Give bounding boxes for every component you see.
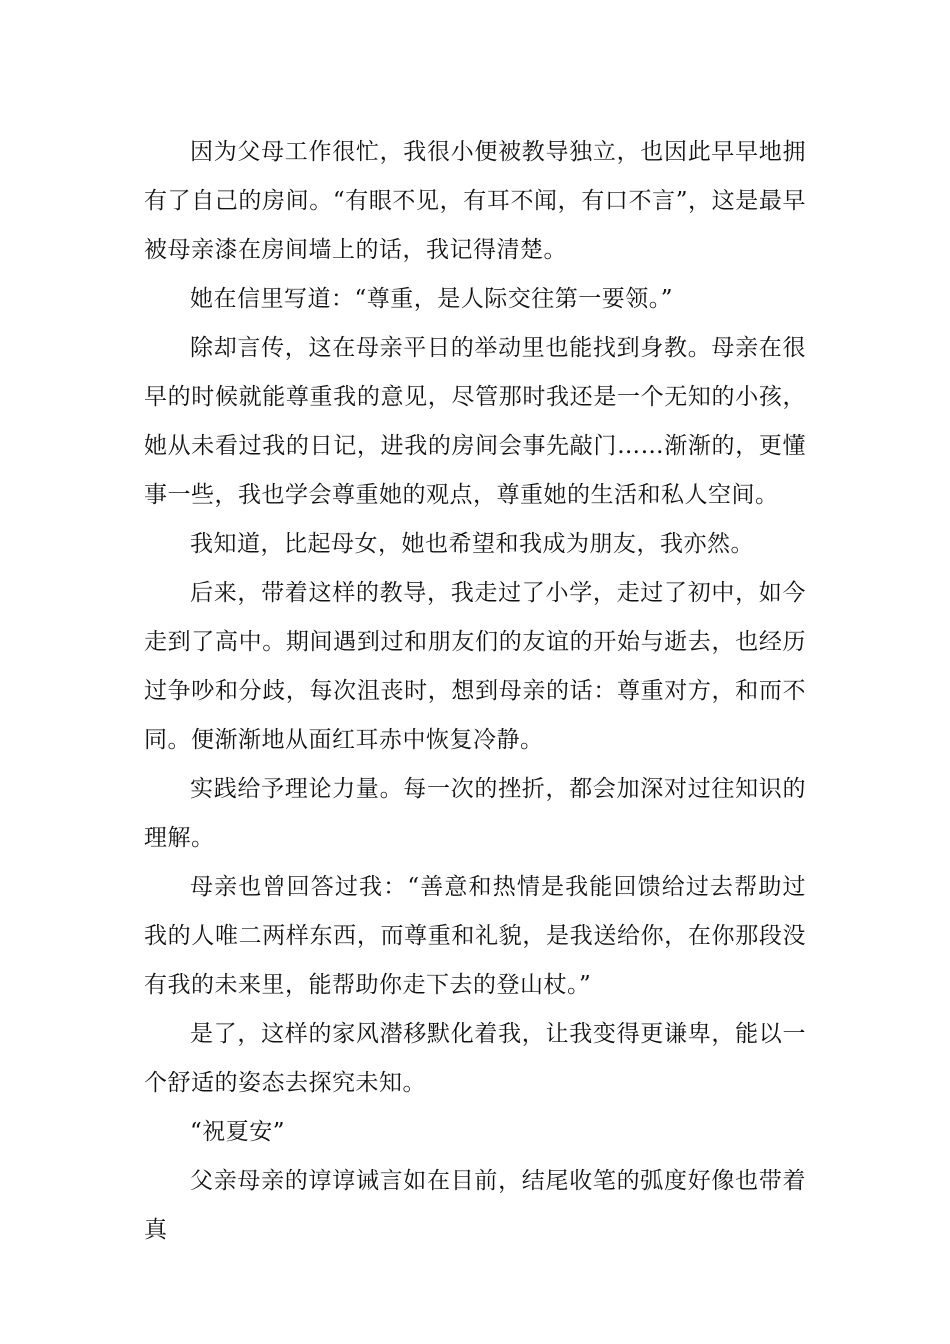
paragraph-10: 父亲母亲的谆谆诫言如在目前，结尾收笔的弧度好像也带着真 bbox=[144, 1168, 806, 1243]
paragraph-4: 我知道，比起母女，她也希望和我成为朋友，我亦然。 bbox=[190, 531, 754, 557]
paragraph-5: 后来，带着这样的教导，我走过了小学，走过了初中，如今走到了高中。期间遇到过和朋友们的友谊的开始与逝去，也经历过争吵和分歧，每次沮丧时，想到母亲的话：尊重对方，和而不同。便渐渐地从面红耳赤中恢复冷静。 bbox=[144, 580, 806, 753]
paragraph-7: 母亲也曾回答过我：“善意和热情是我能回馈给过去帮助过我的人唯二两样东西，而尊重和礼貌，是我送给你，在你那段没有我的未来里，能帮助你走下去的登山杖。” bbox=[144, 874, 806, 998]
paragraph-8: 是了，这样的家风潜移默化着我，让我变得更谦卑，能以一个舒适的姿态去探究未知。 bbox=[144, 1021, 806, 1096]
paragraph-1: 因为父母工作很忙，我很小便被教导独立，也因此早早地拥有了自己的房间。“有眼不见，有耳不闻，有口不言”，这是最早被母亲漆在房间墙上的话，我记得清楚。 bbox=[144, 139, 806, 263]
paragraph-3: 除却言传，这在母亲平日的举动里也能找到身教。母亲在很早的时候就能尊重我的意见，尽管那时我还是一个无知的小孩，她从未看过我的日记，进我的房间会事先敲门……渐渐的，更懂事一些，我也学会尊重她的观点，尊重她的生活和私人空间。 bbox=[144, 335, 806, 508]
paragraph-2: 她在信里写道：“尊重，是人际交往第一要领。” bbox=[190, 286, 674, 312]
paragraph-9: “祝夏安” bbox=[190, 1119, 286, 1145]
document-body bbox=[144, 128, 806, 1255]
paragraph-6: 实践给予理论力量。每一次的挫折，都会加深对过往知识的理解。 bbox=[144, 776, 806, 851]
